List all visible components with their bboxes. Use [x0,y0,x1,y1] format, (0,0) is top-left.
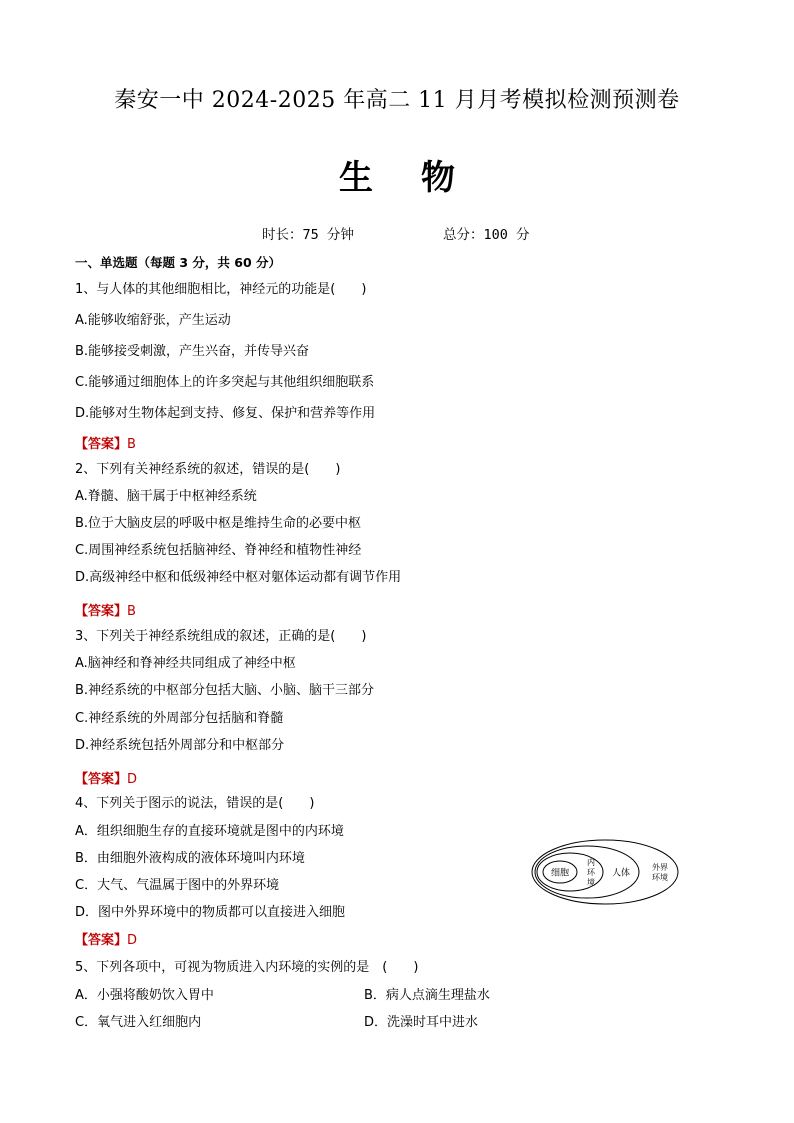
question-5-option-a: A．小强将酸奶饮入胃中 [75,988,214,1003]
answer-value: B [127,604,136,619]
question-3-stem: 3、下列关于神经系统组成的叙述，正确的是( ) [75,629,367,644]
question-3-option-d: D.神经系统包括外周部分和中枢部分 [75,738,285,753]
body-label: 人体 [611,868,631,879]
subject-heading [0,150,794,199]
external-env-label-2: 环境 [652,873,668,882]
question-5-stem: 5、下列各项中，可视为物质进入内环境的实例的是 ( ) [75,960,419,975]
question-3-option-c: C.神经系统的外周部分包括脑和脊髓 [75,711,284,726]
question-5-option-b: B．病人点滴生理盐水 [364,988,490,1003]
answer-label: 【答案】 [75,772,128,787]
cell-label: 细胞 [550,868,570,879]
question-2-option-b: B.位于大脑皮层的呼吸中枢是维持生命的必要中枢 [75,516,362,531]
subject-char-2: 物 [421,158,455,198]
question-2-answer [75,603,136,621]
question-5-option-d: D．洗澡时耳中进水 [364,1015,479,1030]
question-3-option-b: B.神经系统的中枢部分包括大脑、小脑、脑干三部分 [75,683,375,698]
question-2-option-a: A.脊髓、脑干属于中枢神经系统 [75,489,257,504]
question-4-option-a: A．组织细胞生存的直接环境就是图中的内环境 [75,824,344,839]
answer-label: 【答案】 [75,437,128,452]
answer-label: 【答案】 [75,604,128,619]
question-1-option-b: B.能够接受刺激，产生兴奋，并传导兴奋 [75,344,310,359]
question-2-option-d: D.高级神经中枢和低级神经中枢对躯体运动都有调节作用 [75,570,402,585]
question-2-option-c: C.周围神经系统包括脑神经、脊神经和植物性神经 [75,543,362,558]
question-4-answer [75,932,137,950]
exam-title: 秦安一中 2024-2025 年高二 11 月月考模拟检测预测卷 [114,88,680,113]
question-1-option-d: D.能够对生物体起到支持、修复、保护和营养等作用 [75,406,376,421]
question-1-option-c: C.能够通过细胞体上的许多突起与其他组织细胞联系 [75,375,375,390]
exam-duration: 时长：75 分钟 [262,227,354,243]
question-3-answer [75,771,137,789]
question-2-stem: 2、下列有关神经系统的叙述，错误的是( ) [75,462,341,477]
question-4-option-c: C．大气、气温属于图中的外界环境 [75,878,280,893]
question-5-option-c: C．氧气进入红细胞内 [75,1015,202,1030]
internal-env-label-3: 境 [587,878,595,887]
answer-value: D [127,933,138,948]
internal-env-label-2: 环 [587,868,595,877]
external-env-label-1: 外界 [652,863,668,872]
exam-total-score: 总分：100 分 [443,227,530,243]
answer-value: B [127,437,136,452]
answer-label: 【答案】 [75,933,128,948]
subject-char-1: 生 [339,158,373,198]
section-heading: 一、单选题（每题 3 分，共 60 分） [75,255,282,270]
question-4-option-b: B．由细胞外液构成的液体环境叫内环境 [75,851,305,866]
question-1-answer [75,436,136,454]
answer-value: D [127,772,138,787]
question-4-stem: 4、下列关于图示的说法，错误的是( ) [75,796,315,811]
environment-diagram [530,838,680,906]
question-3-option-a: A.脑神经和脊神经共同组成了神经中枢 [75,656,296,671]
internal-env-label-1: 内 [587,858,595,867]
question-1-stem: 1、与人体的其他细胞相比，神经元的功能是( ) [75,282,367,297]
question-1-option-a: A.能够收缩舒张，产生运动 [75,313,231,328]
question-4-option-d: D．图中外界环境中的物质都可以直接进入细胞 [75,905,346,920]
